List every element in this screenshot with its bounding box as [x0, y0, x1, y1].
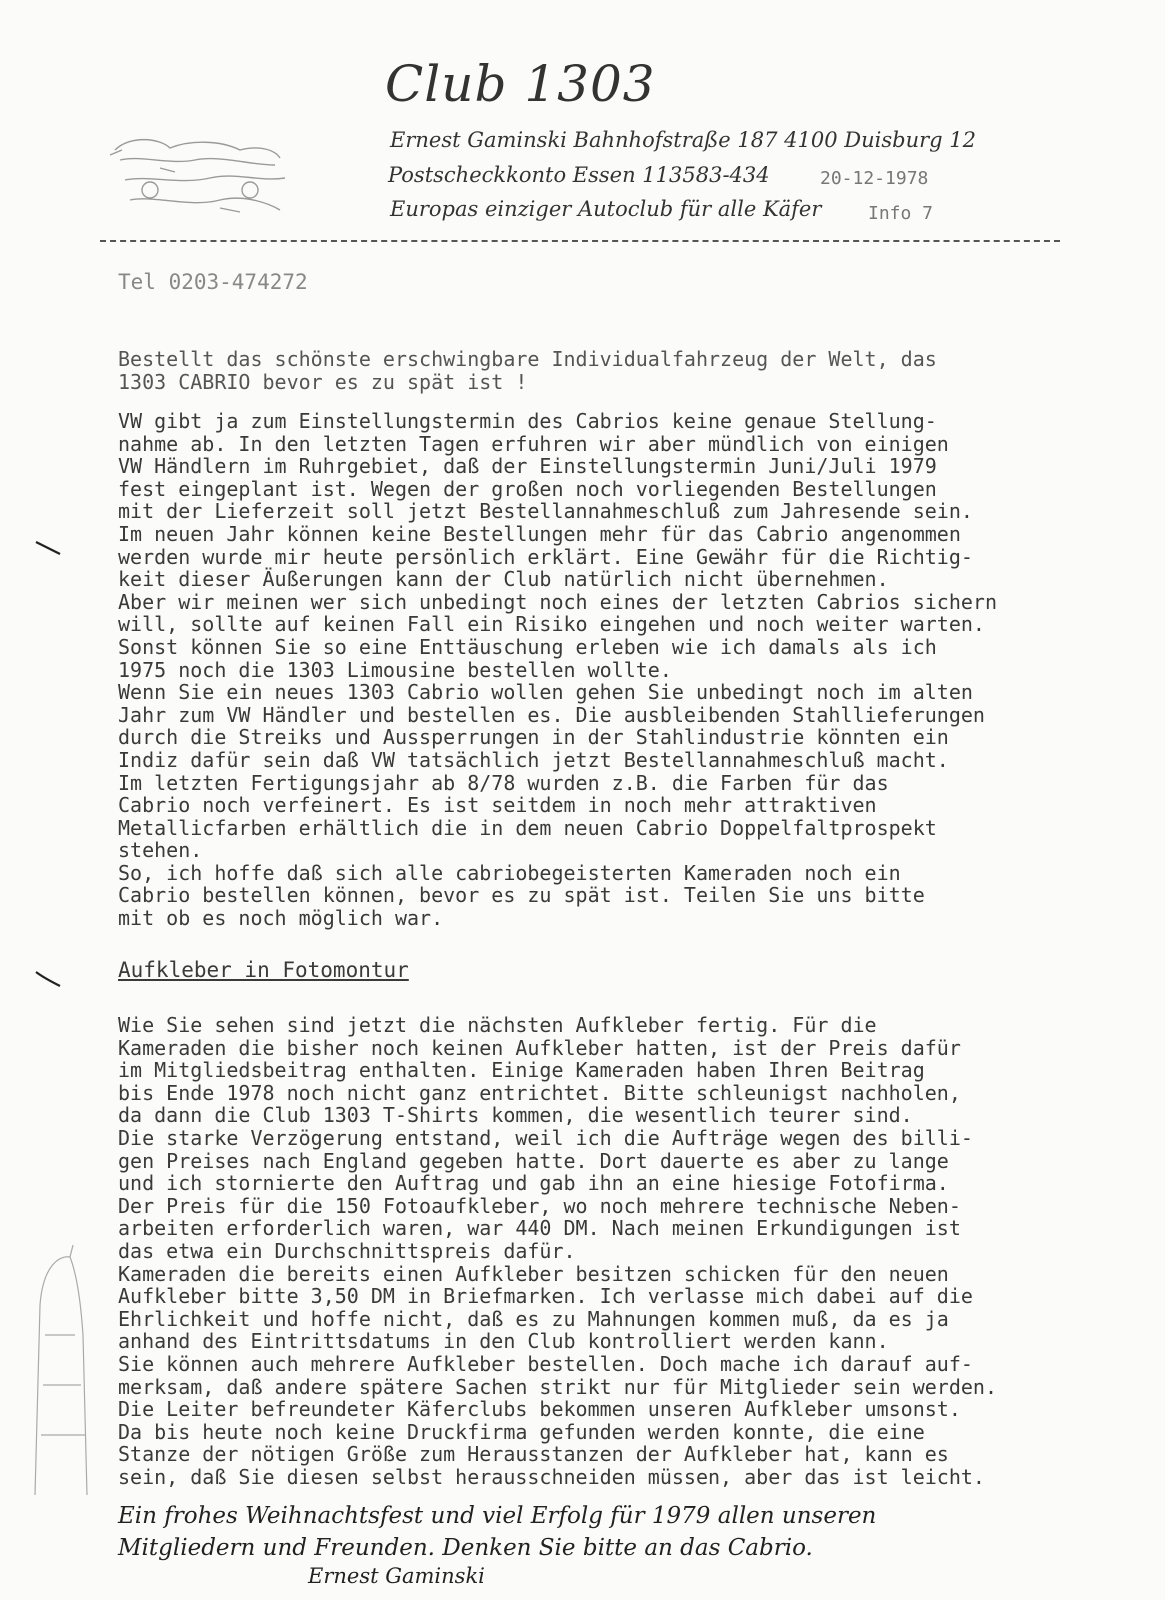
margin-mark-icon	[34, 538, 64, 558]
header-bank-account: Postscheckkonto Essen 113583-434	[388, 163, 770, 187]
signature: Ernest Gaminski	[308, 1564, 485, 1588]
club-title: Club 1303	[385, 55, 656, 113]
margin-sketch	[15, 1245, 105, 1505]
closing-reminder: Mitgliedern und Freunden. Denken Sie bitte an das Cabrio.	[118, 1535, 813, 1561]
header-slogan: Europas einziger Autoclub für alle Käfer	[390, 197, 822, 221]
header-address: Ernest Gaminski Bahnhofstraße 187 4100 Duisburg 12	[390, 128, 976, 152]
phone-number: Tel 0203-474272	[118, 270, 308, 294]
intro-paragraph: Bestellt das schönste erschwingbare Individualfahrzeug der Welt, das 1303 CABRIO bevor es zu spät ist !	[118, 347, 937, 394]
header-info-number: Info 7	[868, 203, 934, 224]
header-divider	[100, 240, 1060, 242]
cabrio-paragraph: VW gibt ja zum Einstellungstermin des Cabrios keine genaue Stellung- nahme ab. In den letzten Tagen erfuhren wir aber mündlich von einigen VW Händlern im Ruhrgebiet, daß der Einstellungstermin Juni/Juli 1979 fest eingeplant ist. Wegen der großen noch vorliegenden Bestellungen mit der Lieferzeit soll jetzt Bestellannahmeschluß zum Jahresende sein. Im neuen Jahr können keine Bestellungen mehr für das Cabrio angenommen werden wurde mir heute persönlich erklärt. Eine Gewähr für die Richtig- keit dieser Äußerungen kann der Club natürlich nicht übernehmen. Aber wir meinen wer sich unbedingt noch eines der letzten Cabrios sichern will, sollte auf keinen Fall ein Risiko eingehen und noch weiter warten. Sonst können Sie so eine Enttäuschung erleben wie ich damals als ich 1975 noch die 1303 Limousine bestellen wollte. Wenn Sie ein neues 1303 Cabrio wollen gehen Sie unbedingt noch im alten Jahr zum VW Händler und bestellen es. Die ausbleibenden Stahllieferungen durch die Streiks und Aussperrungen in der Stahlindustrie könnten ein Indiz dafür sein daß VW tatsächlich jetzt Bestellannahmeschluß macht. Im letzten Fertigungsjahr ab 8/78 wurden z.B. die Farben für das Cabrio noch verfeinert. Es ist seitdem in noch mehr attraktiven Metallicfarben erhältlich die in dem neuen Cabrio Doppelfaltprospekt stehen. So, ich hoffe daß sich alle cabriobegeisterten Kameraden noch ein Cabrio bestellen können, bevor es zu spät ist. Teilen Sie uns bitte mit ob es noch möglich war.	[118, 409, 997, 931]
handwritten-closing	[118, 1500, 1068, 1588]
margin-mark-icon	[34, 968, 64, 990]
section-heading: Aufkleber in Fotomontur	[118, 958, 409, 982]
closing-greeting: Ein frohes Weihnachtsfest und viel Erfolg für 1979 allen unseren	[118, 1503, 877, 1529]
header-date: 20-12-1978	[820, 168, 929, 189]
club-logo	[100, 120, 300, 225]
aufkleber-paragraph: Wie Sie sehen sind jetzt die nächsten Aufkleber fertig. Für die Kameraden die bisher noch keinen Aufkleber hatten, ist der Preis dafür im Mitgliedsbeitrag enthalten. Einige Kameraden haben Ihren Beitrag bis Ende 1978 noch nicht ganz entrichtet. Bitte schleunigst nachholen, da dann die Club 1303 T-Shirts kommen, die wesentlich teurer sind. Die starke Verzögerung entstand, weil ich die Aufträge wegen des billi- gen Preises nach England gegeben hatte. Dort dauerte es aber zu lange und ich stornierte den Auftrag und gab ihn an eine hiesige Fotofirma. Der Preis für die 150 Fotoaufkleber, wo noch mehrere technische Neben- arbeiten erforderlich waren, war 440 DM. Nach meinen Erkundigungen ist das etwa ein Durchschnittspreis dafür. Kameraden die bereits einen Aufkleber besitzen schicken für den neuen Aufkleber bitte 3,50 DM in Briefmarken. Ich verlasse mich dabei auf die Ehrlichkeit und hoffe nicht, daß es zu Mahnungen kommen muß, da es ja anhand des Eintrittsdatums in den Club kontrolliert werden kann. Sie können auch mehrere Aufkleber bestellen. Doch mache ich darauf auf- merksam, daß andere spätere Sachen strikt nur für Mitglieder sein werden. Die Leiter befreundeter Käferclubs bekommen unseren Aufkleber umsonst. Da bis heute noch keine Druckfirma gefunden werden konnte, die eine Stanze der nötigen Größe zum Herausstanzen der Aufkleber hat, kann es sein, daß Sie diesen selbst herausschneiden müssen, aber das ist leicht.	[118, 1013, 997, 1489]
